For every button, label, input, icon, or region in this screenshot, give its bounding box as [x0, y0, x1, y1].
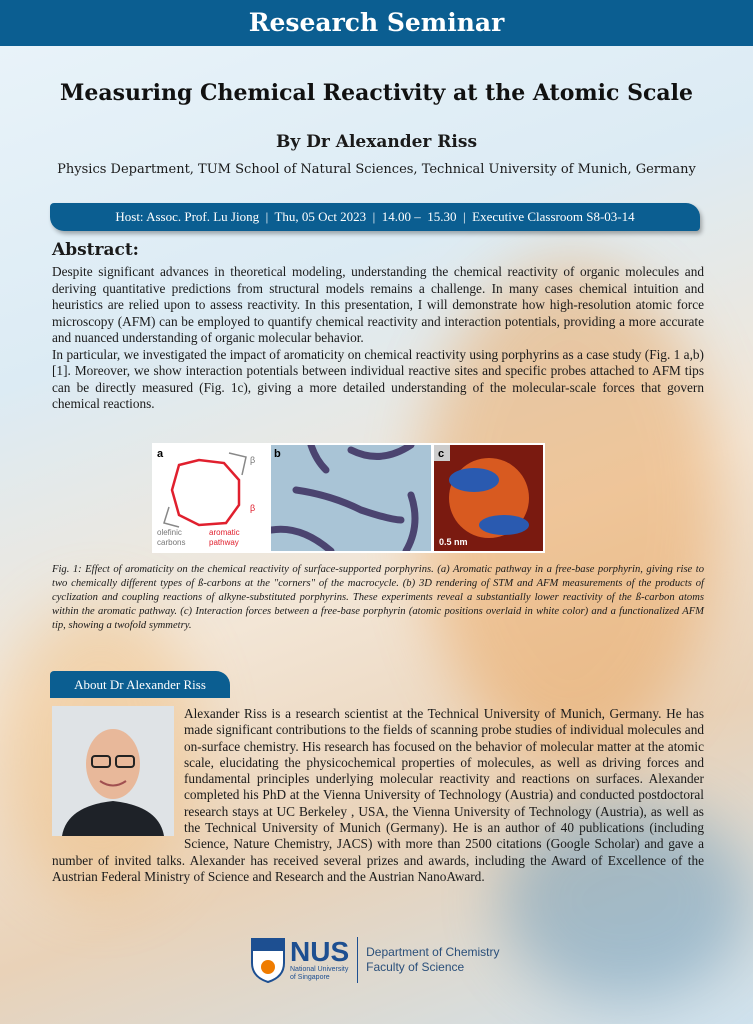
- svg-text:β: β: [250, 455, 256, 465]
- speaker-photo: [52, 706, 174, 836]
- nus-subtitle: of Singapore: [290, 974, 330, 981]
- svg-text:pathway: pathway: [209, 538, 239, 547]
- speaker-name: By Dr Alexander Riss: [275, 132, 478, 152]
- abstract-paragraph: Despite significant advances in theoretical modeling, understanding the chemical reactivity of organic molecules and deriving quantitative predictions from structural models remains a challenge. In many cases chemical intuition and heuristics are relied upon to assess reactivity. In this presentation, I will demonstrate how high-resolution atomic force microscopy (AFM) can be employed to quantify chemical reactivity and interaction potentials, providing a more accurate and nuanced understanding of organic molecular behavior.: [52, 264, 704, 345]
- bio-text: Alexander Riss is a research scientist at the Technical University of Munich, Germany. He has made significant contributions to the fields of scanning probe studies of individual molecules and on-surface chemistry. His research has focused on the behavior of molecular matter at the atomic scale, elucidating the physicochemical properties of molecules, as well as driving forces and fundamental principles underlying molecular reactivity and reactions on surfaces. Alexander completed his PhD at the Vienna University of Technology (Austria) and conducted postdoctoral research stays at UC Berkeley , USA, the Vienna University of Technology (Austria), as well as the Technical University of Munich (Germany). He is an author of 40 publications (including Science, Nature Chemistry, JACS) with more than 2500 citations (Google Scholar) and gave a number of invited talks. Alexander has received several prizes and awards, including the Award of Excellence of the Austrian Federal Ministry of Science and Research and the Austrian NanoAward.: [52, 706, 704, 884]
- nus-logo: [250, 937, 500, 983]
- nus-crest-icon: [250, 937, 286, 983]
- afm-force-map: [434, 445, 543, 551]
- department-name: [366, 945, 499, 975]
- svg-text:aromatic: aromatic: [209, 528, 240, 537]
- abstract-body: [52, 264, 704, 413]
- logo-divider: [357, 937, 358, 983]
- figure-caption: Fig. 1: Effect of aromaticity on the chemical reactivity of surface-supported porphyrins. (a) Aromatic pathway in a free-base porphyrin, giving rise to two chemically different types of ß-carbons at the "corners" of the macrocycle. (b) 3D rendering of STM and AFM measurements of the products of cyclization and coupling reactions of alkyne-substituted porphyrins. These experiments reveal a substantially lower reactivity of the ß-carbon atoms within the aromatic pathway. (c) Interaction forces between a free-base porphyrin (atomic positions overlaid in white color) and a functionalized AFM tip, showing a twofold symmetry.: [52, 564, 704, 631]
- svg-text:carbons: carbons: [157, 538, 186, 547]
- speaker-affiliation: Physics Department, TUM School of Natural Sciences, Technical University of Munich, Germany: [57, 162, 696, 177]
- host-info-bar: [50, 203, 700, 231]
- abstract-heading: Abstract:: [52, 240, 139, 260]
- panel-label-b: b: [274, 448, 282, 460]
- svg-text:β: β: [250, 503, 256, 513]
- about-heading: About Dr Alexander Riss: [50, 671, 230, 698]
- abstract-paragraph: In particular, we investigated the impact of aromaticity on chemical reactivity using porphyrins as a case study (Fig. 1 a,b) [1]. Moreover, we show interaction potentials between individual reactive sites and specific probes attached to AFM tips can be directly measured (Fig. 1c), giving a more detailed understanding of the molecular-scale forces that govern chemical reactions.: [52, 346, 704, 411]
- scale-bar-label: 0.5 nm: [438, 537, 468, 547]
- nus-text: NUS: [290, 936, 350, 967]
- speaker-bio: [52, 706, 704, 885]
- faculty-text: Faculty of Science: [366, 960, 465, 974]
- figure-1: [152, 443, 545, 553]
- department-text: Department of Chemistry: [366, 945, 500, 959]
- page-header: Research Seminar: [0, 0, 753, 46]
- stm-image: [271, 445, 430, 551]
- nus-wordmark: [290, 938, 349, 982]
- svg-text:olefinic: olefinic: [157, 528, 182, 537]
- nus-subtitle: National University: [290, 966, 349, 973]
- talk-title: Measuring Chemical Reactivity at the Atomic Scale: [60, 80, 693, 106]
- panel-label-a: a: [157, 448, 164, 460]
- host-info-text: Host: Assoc. Prof. Lu Jiong | Thu, 05 Oct 2023 | 14.00 – 15.30 | Executive Classroom S8-03-14: [115, 209, 635, 224]
- porphyrin-diagram: [154, 445, 268, 551]
- panel-label-c: c: [437, 448, 444, 460]
